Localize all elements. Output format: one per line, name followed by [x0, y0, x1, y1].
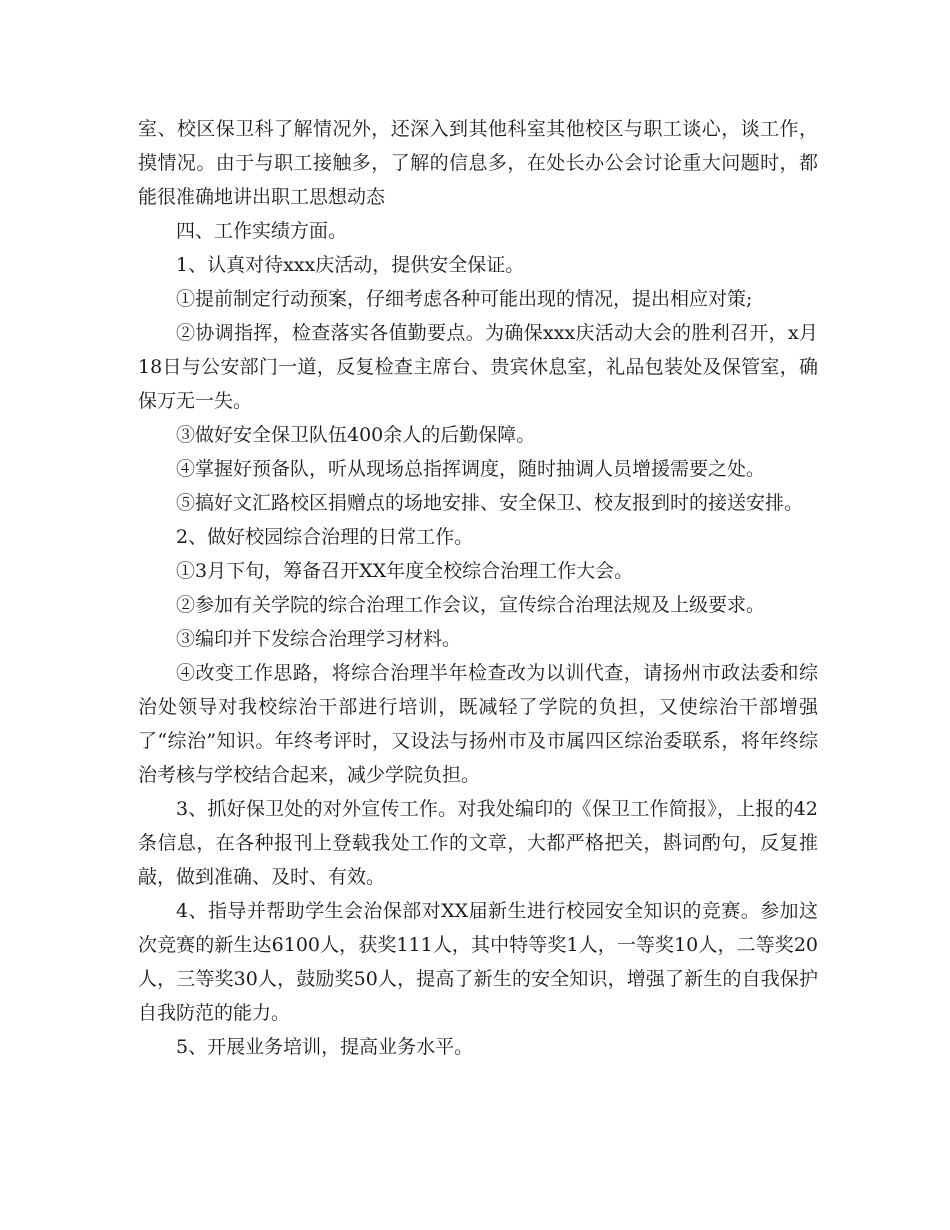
paragraph-1: 室、校区保卫科了解情况外，还深入到其他科室其他校区与职工谈心，谈工作，摸情况。由于与职工接触多，了解的信息多，在处长办公会讨论重大问题时，都能很准确地讲出职工思想动态	[138, 118, 818, 208]
item-2-heading: 2、做好校园综合治理的日常工作。	[176, 526, 474, 548]
item-1-heading: 1、认真对待xxx庆活动，提供安全保证。	[176, 254, 525, 276]
item-1-sub-5: ⑤搞好文汇路校区捐赠点的场地安排、安全保卫、校友报到时的接送安排。	[176, 492, 804, 514]
item-2-sub-2: ②参加有关学院的综合治理工作会议，宣传综合治理法规及上级要求。	[176, 594, 766, 616]
item-2-sub-3: ③编印并下发综合治理学习材料。	[176, 628, 462, 650]
section-heading-work-results: 四、工作实绩方面。	[176, 220, 348, 242]
item-1-sub-3: ③做好安全保卫队伍400余人的后勤保障。	[176, 424, 536, 446]
document-body	[138, 112, 818, 1064]
item-2-sub-1: ①3月下旬，筹备召开XX年度全校综合治理工作大会。	[176, 560, 634, 582]
item-4-paragraph: 4、指导并帮助学生会治保部对XX届新生进行校园安全知识的竞赛。参加这次竞赛的新生达6100人，获奖111人，其中特等奖1人，一等奖10人，二等奖20人，三等奖30人，鼓励奖50人，提高了新生的安全知识，增强了新生的自我保护自我防范的能力。	[138, 900, 818, 1024]
item-1-sub-2: ②协调指挥，检查落实各值勤要点。为确保xxx庆活动大会的胜利召开，x月18日与公安部门一道，反复检查主席台、贵宾休息室，礼品包装处及保管室，确保万无一失。	[138, 322, 818, 412]
item-5-heading: 5、开展业务培训，提高业务水平。	[176, 1036, 474, 1058]
item-1-sub-1: ①提前制定行动预案，仔细考虑各种可能出现的情况，提出相应对策;	[176, 288, 753, 310]
item-2-sub-4: ④改变工作思路，将综合治理半年检查改为以训代查，请扬州市政法委和综治处领导对我校综治干部进行培训，既减轻了学院的负担，又使综治干部增强了“综治”知识。年终考评时，又设法与扬州市及市属四区综治委联系，将年终综治考核与学校结合起来，减少学院负担。	[138, 662, 818, 786]
item-1-sub-4: ④掌握好预备队，听从现场总指挥调度，随时抽调人员增援需要之处。	[176, 458, 766, 480]
item-3-paragraph: 3、抓好保卫处的对外宣传工作。对我处编印的《保卫工作简报》，上报的42条信息，在各种报刊上登载我处工作的文章，大都严格把关，斟词酌句，反复推敲，做到准确、及时、有效。	[138, 798, 818, 888]
